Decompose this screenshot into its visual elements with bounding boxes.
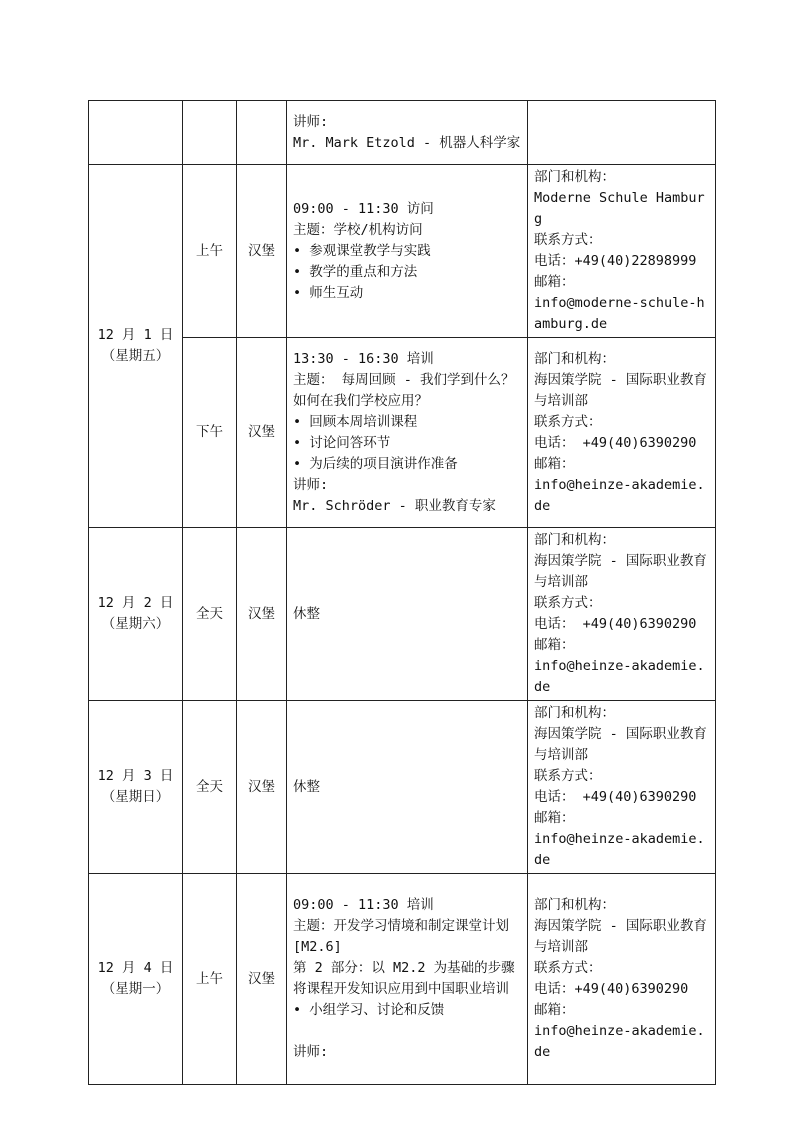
location-cell: 汉堡 xyxy=(237,701,287,874)
location-cell: 汉堡 xyxy=(237,528,287,701)
contact-line: 联系方式： xyxy=(534,413,602,430)
contact-line: 电话： +49(40)6390290 xyxy=(534,434,697,451)
period-cell: 全天 xyxy=(183,701,237,874)
content-line: 主题：开发学习情境和制定课堂计划 [M2.6] xyxy=(293,918,509,955)
date-cell xyxy=(89,528,183,701)
date-cell xyxy=(89,165,183,528)
weekday-label: （星期五） xyxy=(101,348,170,364)
content-line: Mr. Schröder - 职业教育专家 xyxy=(293,497,496,514)
contact-line: 海因策学院 - 国际职业教育与培训部 xyxy=(534,371,707,409)
location-cell: 汉堡 xyxy=(237,338,287,528)
contact-line: 电话：+49(40)6390290 xyxy=(534,981,689,997)
contact-cell xyxy=(528,165,716,338)
contact-line: 部门和机构： xyxy=(534,897,615,913)
period-cell: 下午 xyxy=(183,338,237,528)
period-cell: 上午 xyxy=(183,874,237,1085)
period-cell: 全天 xyxy=(183,528,237,701)
content-cell xyxy=(287,701,528,874)
table-row-dec2 xyxy=(89,528,716,701)
table-row-dec1-pm xyxy=(89,338,716,528)
contact-cell xyxy=(528,701,716,874)
content-line: • 参观课堂教学与实践 xyxy=(293,242,431,259)
content-line: 讲师: xyxy=(293,1044,329,1060)
content-line: • 教学的重点和方法 xyxy=(293,263,418,280)
period-cell: 上午 xyxy=(183,165,237,338)
email-link[interactable]: info@heinze-akademie.de xyxy=(534,658,705,695)
contact-line: 海因策学院 - 国际职业教育与培训部 xyxy=(534,918,707,955)
contact-line: 电话： +49(40)6390290 xyxy=(534,789,697,805)
content-cell xyxy=(287,338,528,528)
contact-line: 部门和机构： xyxy=(534,350,615,367)
content-line: 将课程开发知识应用到中国职业培训 xyxy=(293,981,509,997)
content-line: • 为后续的项目演讲作准备 xyxy=(293,455,458,472)
table-row-dec4 xyxy=(89,874,716,1085)
table-row-dec3 xyxy=(89,701,716,874)
table-row-dec1-am xyxy=(89,165,716,338)
content-line: 第 2 部分：以 M2.2 为基础的步骤 xyxy=(293,960,515,976)
email-link[interactable]: info@heinze-akademie.de xyxy=(534,1023,705,1060)
content-line: 休整 xyxy=(293,778,320,795)
location-cell: 汉堡 xyxy=(237,874,287,1085)
content-line: 09:00 - 11:30 访问 xyxy=(293,200,434,217)
content-line: • 师生互动 xyxy=(293,284,364,301)
content-spacer xyxy=(293,1021,521,1042)
date-label: 12 月 2 日 xyxy=(97,595,174,611)
contact-line: 邮箱： xyxy=(534,637,575,653)
date-label: 12 月 4 日 xyxy=(97,960,174,976)
contact-cell xyxy=(528,338,716,528)
content-cell xyxy=(287,528,528,701)
content-line: 主题：学校/机构访问 xyxy=(293,221,423,238)
contact-line: 部门和机构： xyxy=(534,169,615,185)
table-row-continuation xyxy=(89,101,716,165)
email-link[interactable]: info@heinze-akademie.de xyxy=(534,831,705,868)
contact-line: 联系方式： xyxy=(534,768,602,784)
contact-line: 邮箱： xyxy=(534,1002,575,1018)
date-cell xyxy=(89,874,183,1085)
date-cell xyxy=(89,101,183,165)
email-link[interactable]: info@heinze-akademie.de xyxy=(534,476,705,514)
content-line: 主题： 每周回顾 - 我们学到什么？如何在我们学校应用？ xyxy=(293,371,515,409)
contact-line: 邮箱： xyxy=(534,455,575,472)
contact-line: 联系方式： xyxy=(534,960,602,976)
period-cell xyxy=(183,101,237,165)
contact-line: 部门和机构： xyxy=(534,705,615,721)
location-cell: 汉堡 xyxy=(237,165,287,338)
date-label: 12 月 3 日 xyxy=(97,768,174,784)
weekday-label: （星期一） xyxy=(101,981,170,997)
content-line: • 讨论问答环节 xyxy=(293,434,391,451)
location-cell xyxy=(237,101,287,165)
contact-line: 邮箱： xyxy=(534,274,575,290)
contact-cell xyxy=(528,874,716,1085)
date-cell xyxy=(89,701,183,874)
content-line: 13:30 - 16:30 培训 xyxy=(293,350,434,367)
content-line: 09:00 - 11:30 培训 xyxy=(293,897,434,913)
date-label: 12 月 1 日 xyxy=(97,327,174,343)
contact-line: 邮箱： xyxy=(534,810,575,826)
content-line: • 小组学习、讨论和反馈 xyxy=(293,1002,445,1018)
contact-line: 电话： +49(40)6390290 xyxy=(534,616,697,632)
schedule-table xyxy=(88,100,716,1085)
contact-cell xyxy=(528,101,716,165)
weekday-label: （星期六） xyxy=(101,616,170,632)
contact-line: 联系方式： xyxy=(534,595,602,611)
content-line: 休整 xyxy=(293,605,320,622)
contact-line: 海因策学院 - 国际职业教育与培训部 xyxy=(534,553,707,590)
content-cell xyxy=(287,165,528,338)
contact-line: 部门和机构： xyxy=(534,532,615,548)
contact-line: 电话：+49(40)22898999 xyxy=(534,253,697,269)
contact-line: Moderne Schule Hamburg xyxy=(534,190,705,227)
contact-cell xyxy=(528,528,716,701)
weekday-label: （星期日） xyxy=(101,789,170,805)
contact-line: 联系方式： xyxy=(534,232,602,248)
email-link[interactable]: info@moderne-schule-hamburg.de xyxy=(534,295,705,332)
content-line: Mr. Mark Etzold - 机器人科学家 xyxy=(293,134,521,151)
contact-line: 海因策学院 - 国际职业教育与培训部 xyxy=(534,726,707,763)
content-cell xyxy=(287,874,528,1085)
content-line: 讲师: xyxy=(293,476,329,493)
content-line: 讲师: xyxy=(293,113,329,130)
content-cell xyxy=(287,101,528,165)
content-line: • 回顾本周培训课程 xyxy=(293,413,418,430)
